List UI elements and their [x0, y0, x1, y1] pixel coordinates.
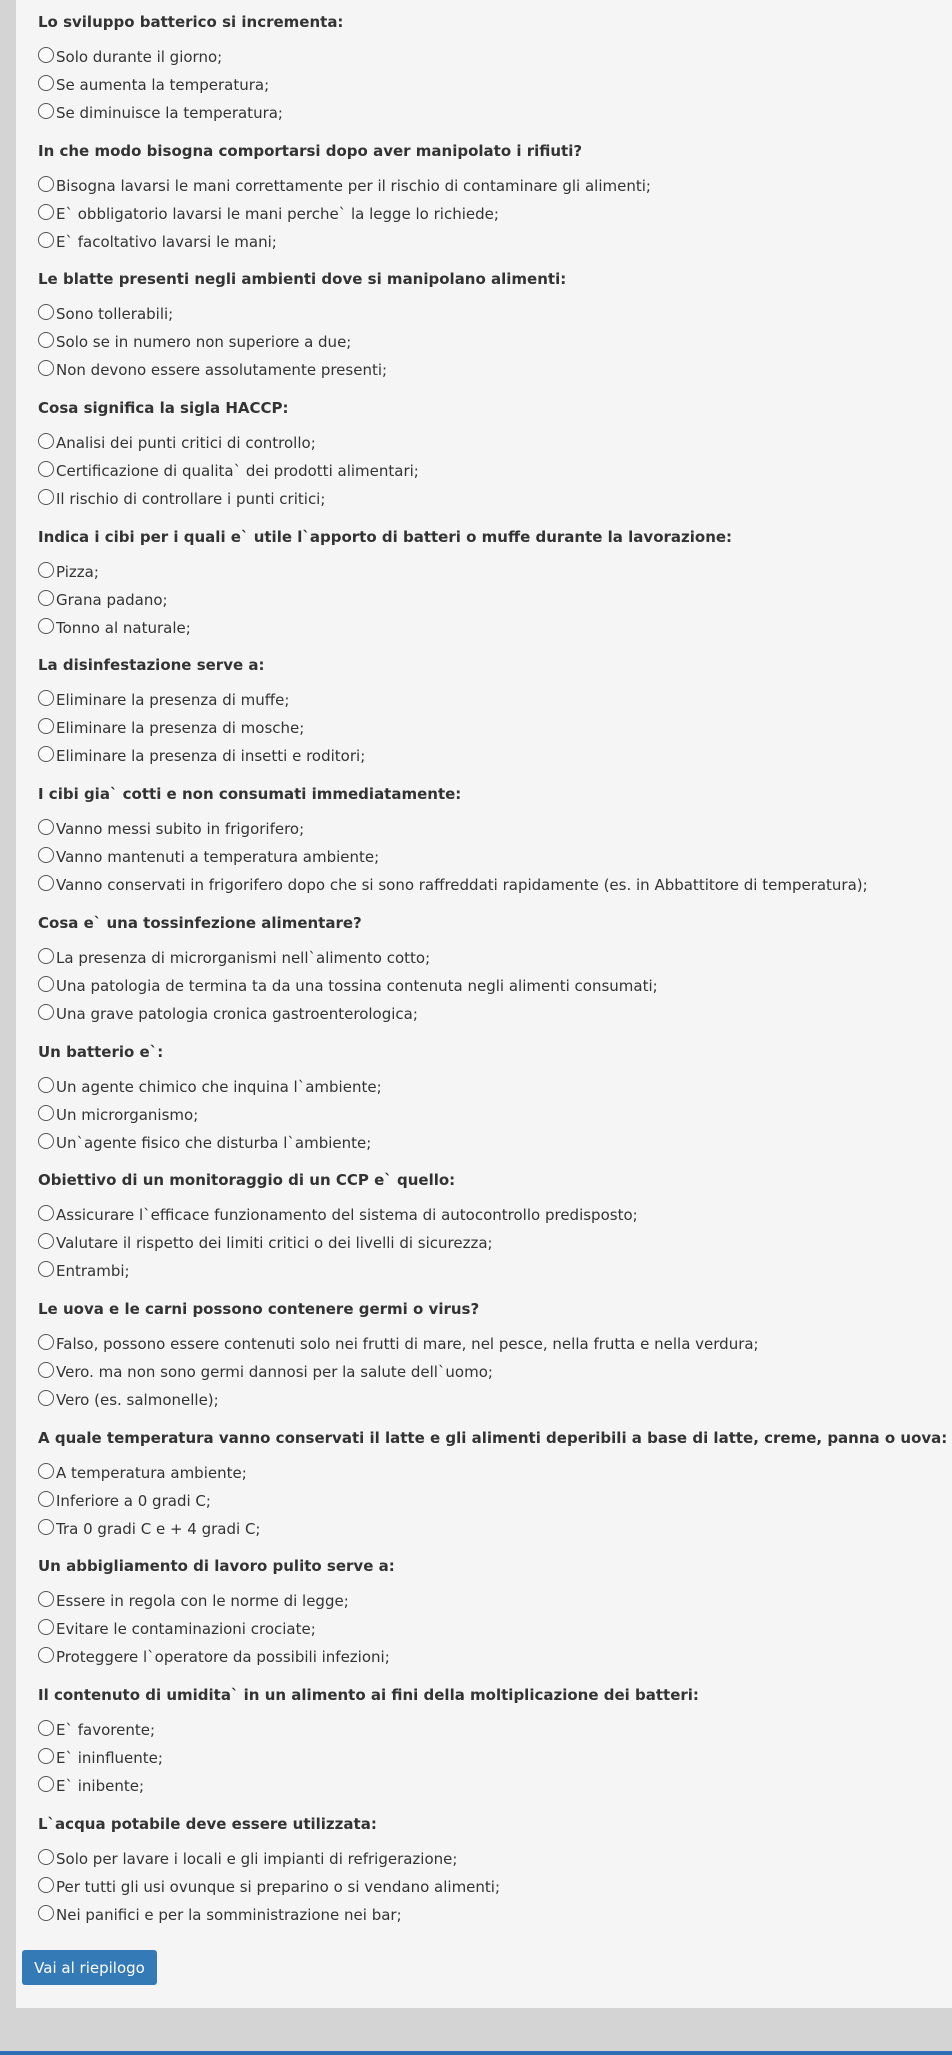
radio-button[interactable] [38, 590, 54, 606]
answer-option[interactable] [38, 488, 325, 510]
answer-label: Una grave patologia cronica gastroenterologica; [56, 1004, 418, 1023]
radio-button[interactable] [38, 1776, 54, 1792]
answer-label: Un`agente fisico che disturba l`ambiente; [56, 1133, 372, 1152]
question-block [38, 386, 952, 515]
answer-label: Se diminuisce la temperatura; [56, 104, 283, 122]
radio-button[interactable] [38, 1591, 54, 1607]
radio-button[interactable] [38, 1133, 54, 1149]
question-block [38, 129, 952, 258]
answer-label: Pizza; [56, 562, 99, 581]
radio-button[interactable] [38, 690, 54, 706]
answer-option[interactable] [38, 1462, 247, 1484]
answer-option[interactable] [38, 460, 419, 482]
answer-option[interactable] [38, 947, 430, 969]
radio-button[interactable] [38, 1233, 54, 1249]
radio-button[interactable] [38, 232, 54, 248]
answer-option[interactable] [38, 1361, 493, 1383]
answer-option[interactable] [38, 1232, 493, 1254]
question-title: Cosa significa la sigla HACCP: [38, 399, 289, 418]
answer-option[interactable] [38, 689, 289, 711]
answer-option[interactable] [38, 359, 387, 381]
answer-label: Un microrganismo; [56, 1105, 199, 1124]
radio-button[interactable] [38, 1205, 54, 1221]
answer-option[interactable] [38, 874, 868, 896]
answer-option[interactable] [38, 1260, 130, 1282]
answer-label: Solo per lavare i locali e gli impianti di refrigerazione; [56, 1849, 458, 1868]
radio-button[interactable] [38, 1463, 54, 1479]
answer-label: Entrambi; [56, 1262, 130, 1281]
answer-label: Analisi dei punti critici di controllo; [56, 434, 316, 453]
radio-button[interactable] [38, 1004, 54, 1020]
question-block [38, 515, 952, 644]
radio-button[interactable] [38, 847, 54, 863]
answer-option[interactable] [38, 1590, 349, 1612]
answer-option[interactable] [38, 1719, 155, 1741]
answer-option[interactable] [38, 331, 351, 353]
radio-button[interactable] [38, 1519, 54, 1535]
radio-button[interactable] [38, 976, 54, 992]
question-title: L`acqua potabile deve essere utilizzata: [38, 1814, 377, 1833]
question-block [38, 1802, 952, 1931]
question-title: Il contenuto di umidita` in un alimento ai fini della moltiplicazione dei batteri: [38, 1685, 699, 1704]
answer-label: Evitare le contaminazioni crociate; [56, 1620, 316, 1639]
radio-button[interactable] [38, 1905, 54, 1921]
answer-option[interactable] [38, 818, 304, 840]
answer-option[interactable] [38, 617, 191, 639]
radio-button[interactable] [38, 461, 54, 477]
answer-option[interactable] [38, 589, 168, 611]
radio-button[interactable] [38, 204, 54, 220]
question-title: Obiettivo di un monitoraggio di un CCP e` quello: [38, 1171, 456, 1190]
answer-option[interactable] [38, 1747, 163, 1769]
question-title: Indica i cibi per i quali e` utile l`apporto di batteri o muffe durante la lavorazione: [38, 527, 733, 546]
radio-button[interactable] [38, 433, 54, 449]
answer-option[interactable] [38, 846, 379, 868]
question-block [38, 257, 952, 386]
radio-button[interactable] [38, 75, 54, 91]
answer-option[interactable] [38, 303, 173, 325]
answer-option[interactable] [38, 231, 277, 253]
question-title: Le uova e le carni possono contenere germi o virus? [38, 1299, 480, 1318]
radio-button[interactable] [38, 47, 54, 63]
answer-option[interactable] [38, 1204, 638, 1226]
answer-option[interactable] [38, 1389, 219, 1411]
question-title: Un abbigliamento di lavoro pulito serve a: [38, 1557, 395, 1576]
radio-button[interactable] [38, 1491, 54, 1507]
answer-option[interactable] [38, 74, 269, 96]
radio-button[interactable] [38, 103, 54, 119]
answer-option[interactable] [38, 745, 365, 767]
answer-label: Certificazione di qualita` dei prodotti alimentari; [56, 462, 419, 481]
answer-option[interactable] [38, 1104, 198, 1126]
question-title: Un batterio e`: [38, 1042, 164, 1061]
answer-option[interactable] [38, 1132, 371, 1154]
answer-option[interactable] [38, 1076, 382, 1098]
answer-label: E` facoltativo lavarsi le mani; [56, 232, 277, 251]
question-title: In che modo bisogna comportarsi dopo aver manipolato i rifiuti? [38, 141, 583, 160]
answer-label: Bisogna lavarsi le mani correttamente per il rischio di contaminare gli alimenti; [56, 176, 651, 195]
radio-button[interactable] [38, 1849, 54, 1865]
answer-label: Un agente chimico che inquina l`ambiente; [56, 1077, 382, 1096]
answer-option[interactable] [38, 1490, 211, 1512]
answer-option[interactable] [38, 1646, 390, 1668]
answer-label: Falso, possono essere contenuti solo nei frutti di mare, nel pesce, nella frutta e nella verdura; [56, 1334, 759, 1353]
answer-label: Vero. ma non sono germi dannosi per la salute dell`uomo; [56, 1362, 493, 1381]
answer-label: Il rischio di controllare i punti critici; [56, 490, 326, 509]
answer-option[interactable] [38, 1848, 457, 1870]
radio-button[interactable] [38, 746, 54, 762]
answer-label: Valutare il rispetto dei limiti critici o dei livelli di sicurezza; [56, 1234, 493, 1253]
summary-button[interactable]: Vai al riepilogo [22, 1950, 157, 1985]
radio-button[interactable] [38, 176, 54, 192]
question-block [38, 1158, 952, 1287]
radio-button[interactable] [38, 1720, 54, 1736]
answer-option[interactable] [38, 1618, 316, 1640]
answer-label: Vanno conservati in frigorifero dopo che si sono raffreddati rapidamente (es. in Abbattitore di temperatura); [56, 876, 868, 895]
answer-label: Non devono essere assolutamente presenti; [56, 361, 388, 380]
radio-button[interactable] [38, 360, 54, 376]
radio-button[interactable] [38, 304, 54, 320]
question-block [38, 1544, 952, 1673]
answer-option[interactable] [38, 1003, 418, 1025]
answer-option[interactable] [38, 1904, 402, 1926]
radio-button[interactable] [38, 718, 54, 734]
answer-label: E` ininfluente; [56, 1748, 163, 1767]
answer-label: Per tutti gli usi ovunque si preparino o si vendano alimenti; [56, 1877, 501, 1896]
answer-label: Inferiore a 0 gradi C; [56, 1491, 211, 1510]
answer-label: E` favorente; [56, 1720, 156, 1739]
answer-label: La presenza di microrganismi nell`alimento cotto; [56, 948, 431, 967]
radio-button[interactable] [38, 1334, 54, 1350]
radio-button[interactable] [38, 1619, 54, 1635]
question-title: I cibi gia` cotti e non consumati immediatamente: [38, 785, 462, 804]
question-title: Lo sviluppo batterico si incrementa: [38, 13, 344, 31]
radio-button[interactable] [38, 819, 54, 835]
question-block [38, 1673, 952, 1802]
answer-label: Una patologia de termina ta da una tossina contenuta negli alimenti consumati; [56, 976, 658, 995]
answer-label: Assicurare l`efficace funzionamento del sistema di autocontrollo predisposto; [56, 1206, 638, 1225]
answer-option[interactable] [38, 1775, 144, 1797]
radio-button[interactable] [38, 948, 54, 964]
answer-label: E` obbligatorio lavarsi le mani perche` la legge lo richiede; [56, 204, 499, 223]
radio-button[interactable] [38, 1105, 54, 1121]
radio-button[interactable] [38, 332, 54, 348]
radio-button[interactable] [38, 1362, 54, 1378]
answer-label: Vanno mantenuti a temperatura ambiente; [56, 848, 380, 867]
question-block [38, 0, 952, 129]
question-list [38, 0, 952, 1930]
answer-option[interactable] [38, 561, 99, 583]
answer-option[interactable] [38, 175, 651, 197]
radio-button[interactable] [38, 1647, 54, 1663]
radio-button[interactable] [38, 1390, 54, 1406]
question-block [38, 1287, 952, 1416]
question-block [38, 772, 952, 901]
answer-label: Proteggere l`operatore da possibili infezioni; [56, 1648, 390, 1667]
question-block [38, 1030, 952, 1159]
radio-button[interactable] [38, 562, 54, 578]
question-title: La disinfestazione serve a: [38, 656, 265, 675]
answer-label: Sono tollerabili; [56, 305, 174, 324]
quiz-panel [16, 0, 952, 2008]
answer-option[interactable] [38, 717, 304, 739]
answer-label: Vero (es. salmonelle); [56, 1390, 219, 1409]
answer-option[interactable] [38, 432, 316, 454]
answer-label: E` inibente; [56, 1776, 145, 1795]
question-title: Cosa e` una tossinfezione alimentare? [38, 913, 362, 932]
question-title: Le blatte presenti negli ambienti dove si manipolano alimenti: [38, 270, 567, 289]
answer-option[interactable] [38, 1876, 500, 1898]
answer-label: Vanno messi subito in frigorifero; [56, 820, 305, 839]
answer-label: Tonno al naturale; [56, 618, 191, 637]
answer-option[interactable] [38, 975, 658, 997]
answer-option[interactable] [38, 46, 222, 68]
answer-option[interactable] [38, 1518, 261, 1540]
radio-button[interactable] [38, 875, 54, 891]
answer-label: Solo durante il giorno; [56, 48, 223, 66]
radio-button[interactable] [38, 1077, 54, 1093]
answer-label: Se aumenta la temperatura; [56, 76, 270, 94]
answer-label: Eliminare la presenza di muffe; [56, 691, 290, 710]
answer-option[interactable] [38, 203, 499, 225]
answer-option[interactable] [38, 1333, 759, 1355]
question-block [38, 901, 952, 1030]
question-block [38, 1416, 952, 1545]
answer-label: A temperatura ambiente; [56, 1463, 247, 1482]
radio-button[interactable] [38, 1877, 54, 1893]
radio-button[interactable] [38, 618, 54, 634]
answer-label: Eliminare la presenza di insetti e roditori; [56, 747, 366, 766]
radio-button[interactable] [38, 1261, 54, 1277]
radio-button[interactable] [38, 1748, 54, 1764]
footer-bar [0, 2051, 952, 2055]
answer-label: Solo se in numero non superiore a due; [56, 333, 352, 352]
answer-label: Nei panifici e per la somministrazione nei bar; [56, 1905, 402, 1924]
answer-label: Grana padano; [56, 590, 168, 609]
answer-label: Essere in regola con le norme di legge; [56, 1592, 349, 1611]
radio-button[interactable] [38, 489, 54, 505]
question-title: A quale temperatura vanno conservati il latte e gli alimenti deperibili a base di latte, creme, panna o uova: [38, 1428, 948, 1447]
answer-label: Tra 0 gradi C e + 4 gradi C; [56, 1519, 261, 1538]
answer-option[interactable] [38, 102, 283, 124]
question-block [38, 643, 952, 772]
answer-label: Eliminare la presenza di mosche; [56, 719, 305, 738]
